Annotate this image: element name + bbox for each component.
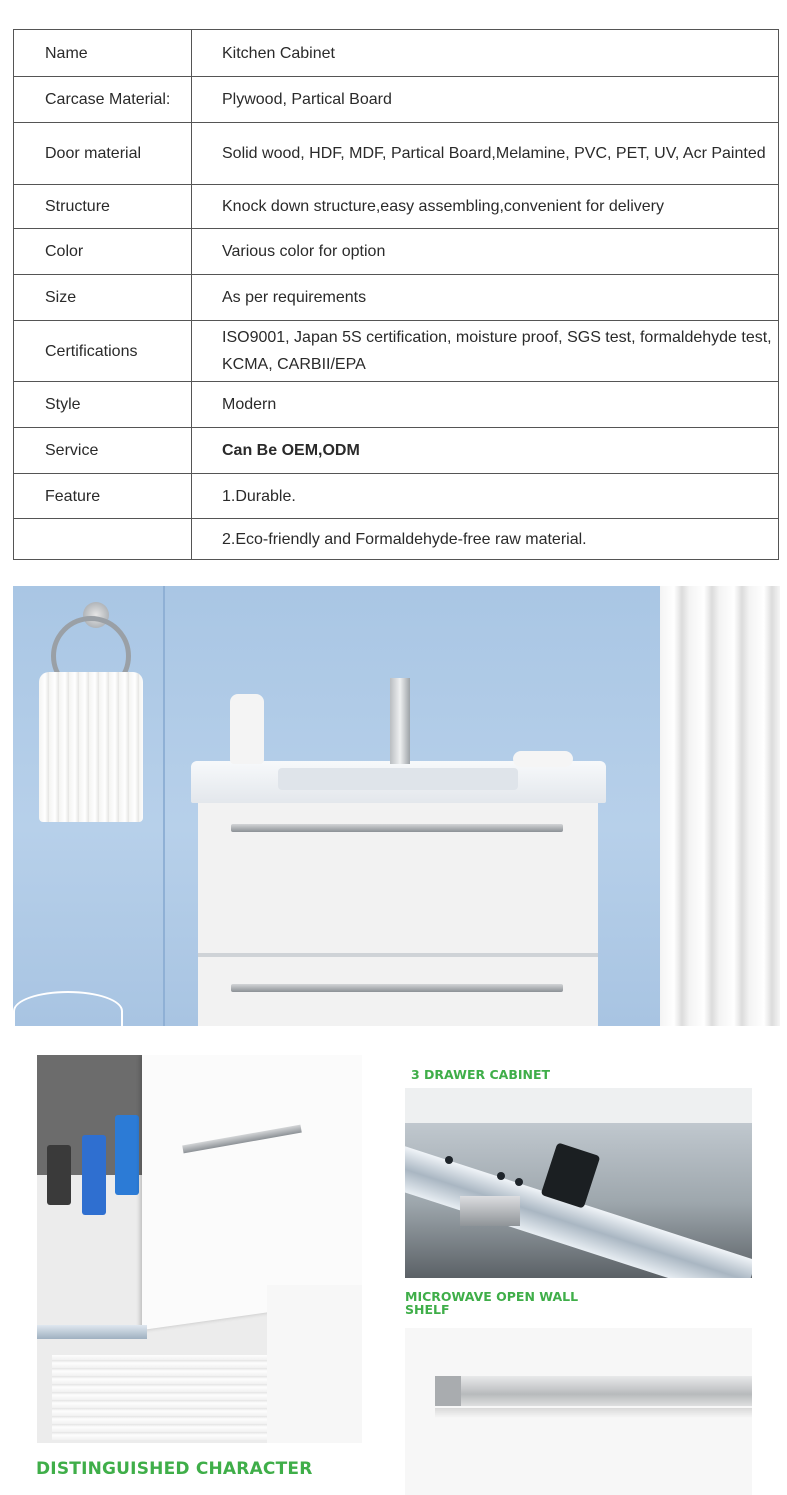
row-value: Plywood, Partical Board bbox=[192, 77, 779, 123]
caption-3-drawer-cabinet: 3 DRAWER CABINET bbox=[411, 1067, 551, 1082]
rail-hole bbox=[445, 1156, 453, 1164]
soap-bar bbox=[513, 751, 573, 767]
drawer-slide-photo bbox=[405, 1088, 752, 1278]
rail-hole bbox=[497, 1172, 505, 1180]
row-label: Carcase Material: bbox=[14, 77, 192, 123]
row-value: Kitchen Cabinet bbox=[192, 30, 779, 77]
caption-wall-shelf-line2: SHELF bbox=[405, 1302, 450, 1317]
open-drawers-photo bbox=[37, 1055, 362, 1443]
row-label: Feature bbox=[14, 474, 192, 519]
row-value: ISO9001, Japan 5S certification, moisture proof, SGS test, formaldehyde test, KCMA, CARBII/EPA bbox=[192, 321, 779, 382]
row-value: Various color for option bbox=[192, 229, 779, 275]
bathroom-vanity-photo bbox=[13, 586, 780, 1026]
row-value: As per requirements bbox=[192, 275, 779, 321]
row-label: Service bbox=[14, 428, 192, 474]
table-row bbox=[14, 519, 779, 560]
row-label: Style bbox=[14, 382, 192, 428]
handle-detail bbox=[460, 1196, 520, 1226]
vanity-cabinet bbox=[198, 803, 598, 1026]
row-value: Can Be OEM,ODM bbox=[192, 428, 779, 474]
table-row bbox=[14, 123, 779, 185]
row-value: Knock down structure,easy assembling,convenient for delivery bbox=[192, 185, 779, 229]
handle-shadow bbox=[435, 1408, 752, 1418]
row-value: 2.Eco-friendly and Formaldehyde-free raw material. bbox=[192, 519, 779, 560]
table-row bbox=[14, 275, 779, 321]
toiletry-tube bbox=[115, 1115, 139, 1195]
table-row bbox=[14, 185, 779, 229]
table-row bbox=[14, 77, 779, 123]
rail-hole bbox=[515, 1178, 523, 1186]
table-row bbox=[14, 30, 779, 77]
row-label: Certifications bbox=[14, 321, 192, 382]
towel bbox=[39, 672, 143, 822]
lower-drawer-front bbox=[267, 1285, 362, 1443]
row-label bbox=[14, 519, 192, 560]
wire-basket bbox=[13, 991, 123, 1026]
drawer-divider bbox=[198, 953, 598, 957]
handle-end-cap bbox=[435, 1376, 461, 1406]
row-value: Solid wood, HDF, MDF, Partical Board,Melamine, PVC, PET, UV, Acr Painted bbox=[192, 123, 779, 185]
table-row bbox=[14, 229, 779, 275]
spec-table bbox=[13, 29, 779, 560]
soap-dispenser bbox=[230, 694, 264, 764]
lower-drawer-towels bbox=[52, 1355, 282, 1440]
table-row bbox=[14, 382, 779, 428]
wall-seam bbox=[163, 586, 165, 1026]
steel-handle-bar bbox=[435, 1376, 752, 1406]
table-row bbox=[14, 428, 779, 474]
row-value: 1.Durable. bbox=[192, 474, 779, 519]
drawer-handle bbox=[231, 824, 563, 832]
caption-distinguished-character: DISTINGUISHED CHARACTER bbox=[36, 1459, 313, 1479]
row-label: Name bbox=[14, 30, 192, 77]
row-label: Color bbox=[14, 229, 192, 275]
drawer-underside bbox=[405, 1088, 752, 1123]
row-label: Structure bbox=[14, 185, 192, 229]
toiletry-tube bbox=[82, 1135, 106, 1215]
faucet bbox=[390, 678, 410, 764]
table-row bbox=[14, 321, 779, 382]
handle-closeup-photo bbox=[405, 1328, 752, 1495]
shower-curtain bbox=[660, 586, 780, 1026]
toiletry-bottle bbox=[47, 1145, 71, 1205]
drawer-handle bbox=[231, 984, 563, 992]
row-label: Door material bbox=[14, 123, 192, 185]
table-row bbox=[14, 474, 779, 519]
row-value: Modern bbox=[192, 382, 779, 428]
sink-basin bbox=[278, 768, 518, 790]
drawer-slide-rail bbox=[37, 1325, 147, 1339]
row-label: Size bbox=[14, 275, 192, 321]
caption-wall-shelf-line1: MICROWAVE OPEN WALL bbox=[405, 1289, 579, 1304]
